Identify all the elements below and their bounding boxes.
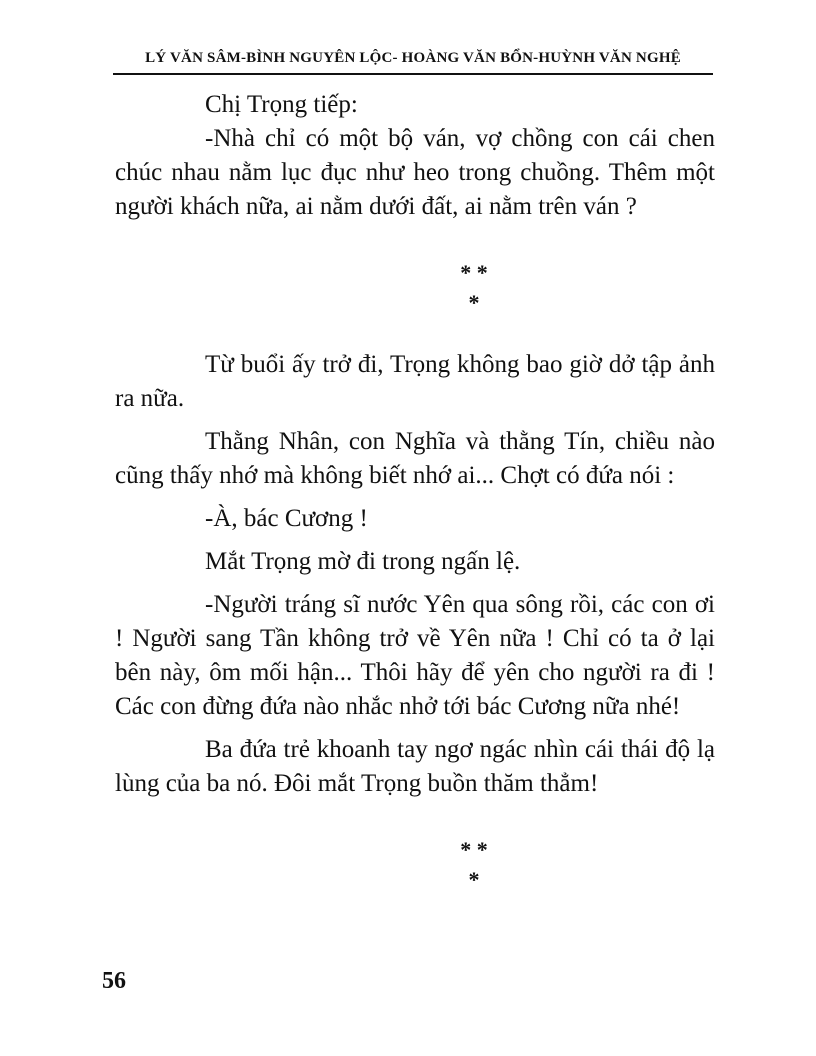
running-header: LÝ VĂN SÂM-BÌNH NGUYÊN LỘC- HOÀNG VĂN BỔN-HUỲNH VĂN NGHỆ (145, 50, 681, 66)
section-separator-1 (115, 258, 715, 318)
paragraph-8: Ba đứa trẻ khoanh tay ngơ ngác nhìn cái thái độ lạ lùng của ba nó. Đôi mắt Trọng buồn thăm thẳm! (115, 736, 715, 797)
paragraph-5: -À, bác Cương ! (205, 505, 368, 532)
separator-1-line-2: * (468, 290, 480, 315)
section-separator-2 (115, 835, 715, 895)
separator-2-line-1: * * (460, 837, 488, 862)
separator-2-line-2: * (468, 867, 480, 892)
paragraph-3: Từ buổi ấy trở đi, Trọng không bao giờ dở tập ảnh ra nữa. (115, 351, 715, 412)
separator-1-line-1: * * (460, 260, 488, 285)
paragraph-2: -Nhà chỉ có một bộ ván, vợ chồng con cái chen chúc nhau nằm lục đục như heo trong chuồng. Thêm một người khách nữa, ai nằm dưới đất, ai nằm trên ván ? (115, 125, 715, 220)
paragraph-7: -Người tráng sĩ nước Yên qua sông rồi, các con ơi ! Người sang Tần không trở về Yên nữa ! Chỉ có ta ở lại bên này, ôm mối hận... Thôi hãy để yên cho người ra đi ! Các con đừng đứa nào nhắc nhở tới bác Cương nữa nhé! (115, 591, 715, 720)
page-body (115, 88, 715, 895)
header-rule (113, 73, 713, 75)
paragraph-4: Thằng Nhân, con Nghĩa và thằng Tín, chiều nào cũng thấy nhớ mà không biết nhớ ai... Chợt có đứa nói : (115, 428, 715, 489)
paragraph-6: Mắt Trọng mờ đi trong ngấn lệ. (205, 548, 521, 575)
page-number: 56 (102, 968, 126, 994)
paragraph-1: Chị Trọng tiếp: (205, 91, 358, 118)
